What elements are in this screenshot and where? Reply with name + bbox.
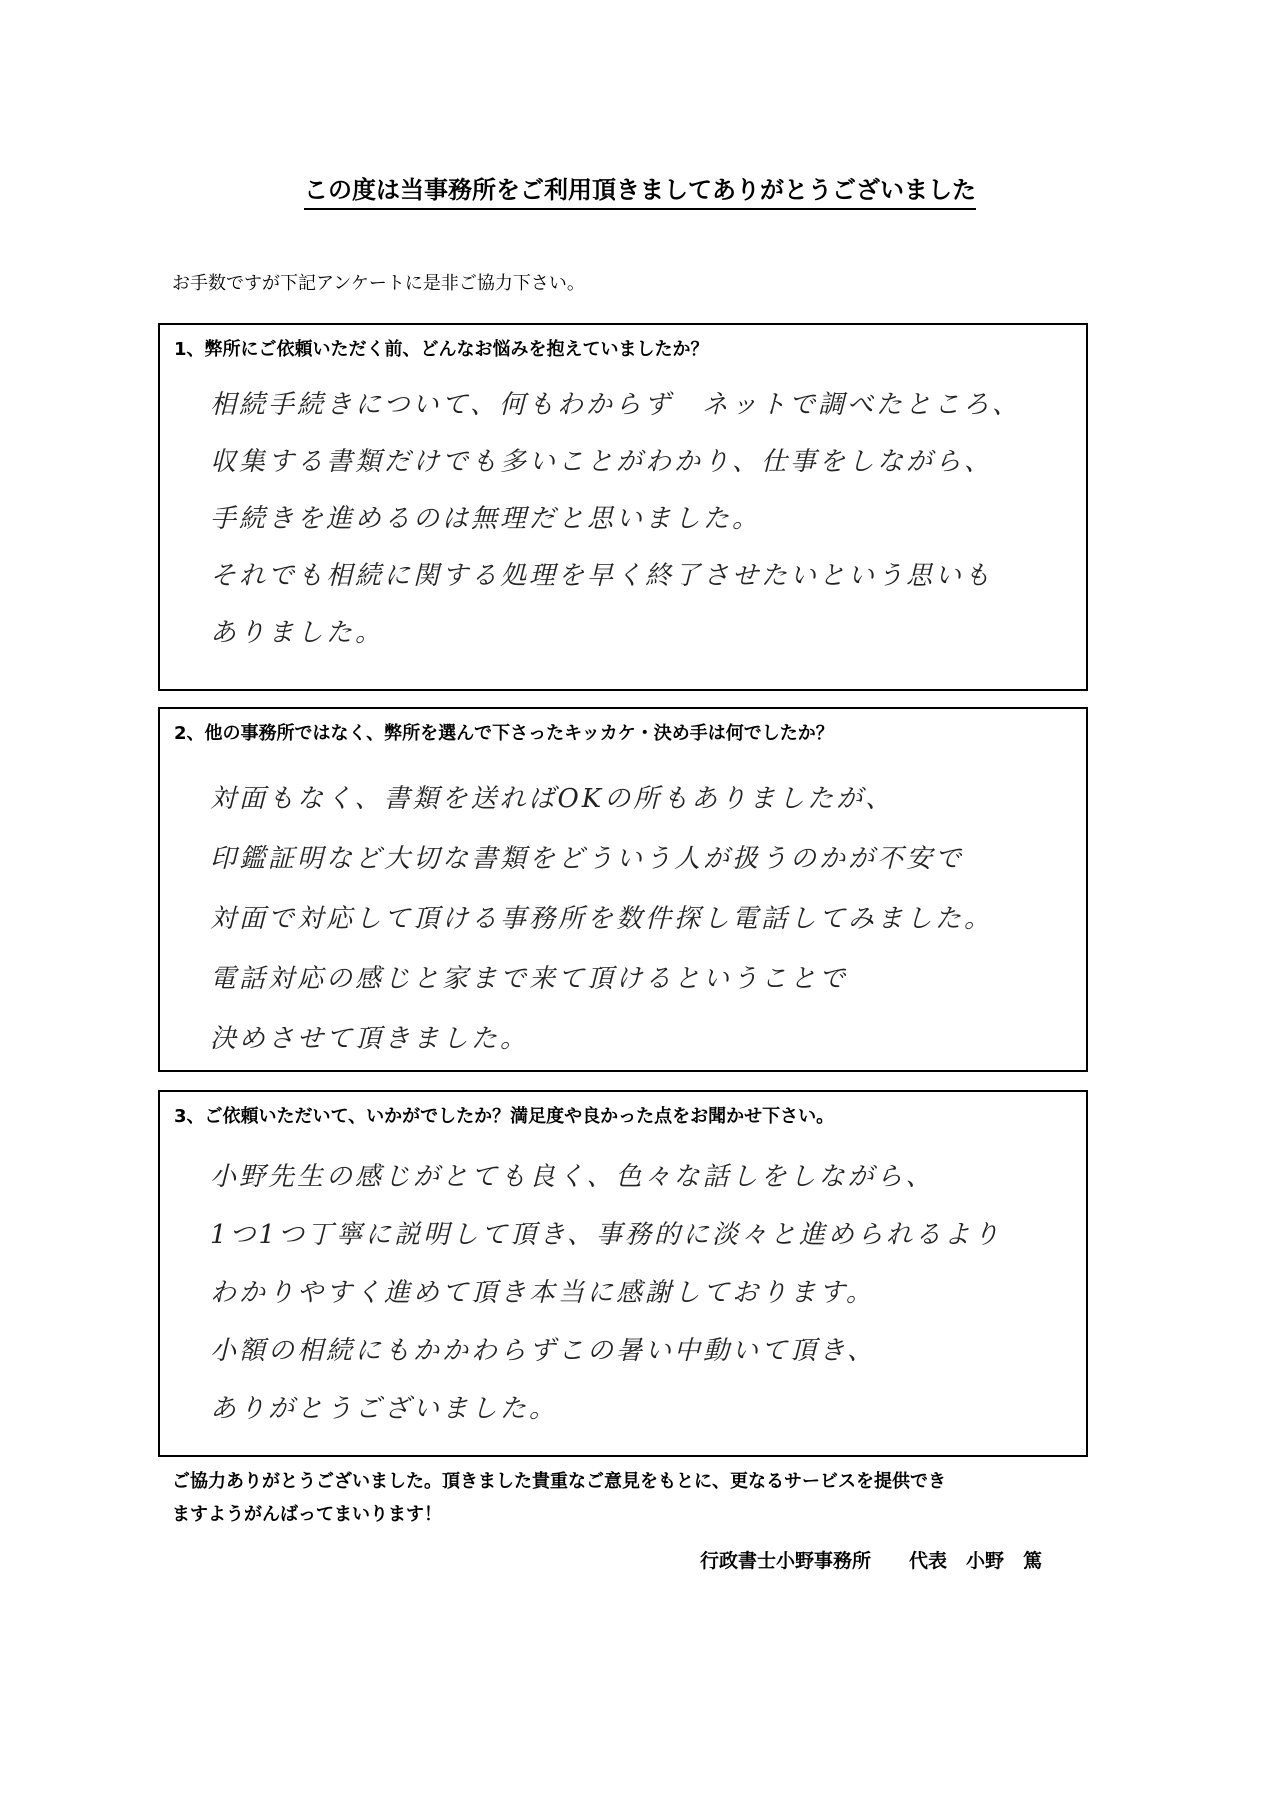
closing-line: ご協力ありがとうございました。頂きました貴重なご意見をもとに、更なるサービスを提供でき	[172, 1471, 946, 1492]
answer-line: 印鑑証明など大切な書類をどういう人が扱うのかが不安で	[210, 844, 965, 874]
question-box-2	[158, 707, 1088, 1072]
answer-line: 電話対応の感じと家まで来て頂けるということで	[210, 964, 849, 994]
answer-line: 収集する書類だけでも多いことがわかり、仕事をしながら、	[210, 447, 994, 477]
answer-line: 小額の相続にもかかわらずこの暑い中動いて頂き、	[210, 1336, 876, 1366]
question-label: 2、他の事務所ではなく、弊所を選んで下さったキッカケ・決め手は何でしたか？	[174, 723, 834, 744]
survey-intro: お手数ですが下記アンケートに是非ご協力下さい。	[172, 273, 585, 294]
answer-line: 相続手続きについて、何もわからず ネットで調べたところ、	[210, 390, 1021, 420]
answer-line: それでも相続に関する処理を早く終了させたいという思いも	[210, 561, 994, 591]
answer-line: わかりやすく進めて頂き本当に感謝しております。	[210, 1278, 875, 1308]
answer-line: 手続きを進めるのは無理だと思いました。	[210, 504, 762, 534]
office-signature: 行政書士小野事務所 代表 小野 篤	[700, 1550, 1043, 1572]
handwritten-answer	[210, 769, 993, 1069]
answer-line: ありました。	[210, 618, 385, 648]
question-box-1	[158, 323, 1088, 691]
answer-line: 1つ1つ丁寧に説明して頂き、事務的に淡々と進められるより	[210, 1220, 1003, 1250]
answer-line: 対面で対応して頂ける事務所を数件探し電話してみました。	[210, 904, 994, 934]
closing-message	[172, 1465, 946, 1531]
question-label: 3、ご依頼いただいて、いかがでしたか？満足度や良かった点をお聞かせ下さい。	[174, 1106, 835, 1127]
handwritten-answer	[210, 377, 1021, 662]
question-box-3	[158, 1090, 1088, 1457]
answer-line: 決めさせて頂きました。	[210, 1024, 530, 1054]
survey-title	[0, 170, 1280, 205]
survey-title-text: この度は当事務所をご利用頂きましてありがとうございました	[304, 176, 976, 210]
handwritten-answer	[210, 1148, 1002, 1438]
question-label: 1、弊所にご依頼いただく前、どんなお悩みを抱えていましたか？	[174, 339, 709, 360]
answer-line: 小野先生の感じがとても良く、色々な話しをしながら、	[210, 1162, 935, 1192]
answer-line: 対面もなく、書類を送ればOKの所もありましたが、	[210, 784, 895, 814]
closing-line: ますようがんばってまいります！	[172, 1504, 442, 1525]
answer-line: ありがとうございました。	[210, 1394, 559, 1424]
